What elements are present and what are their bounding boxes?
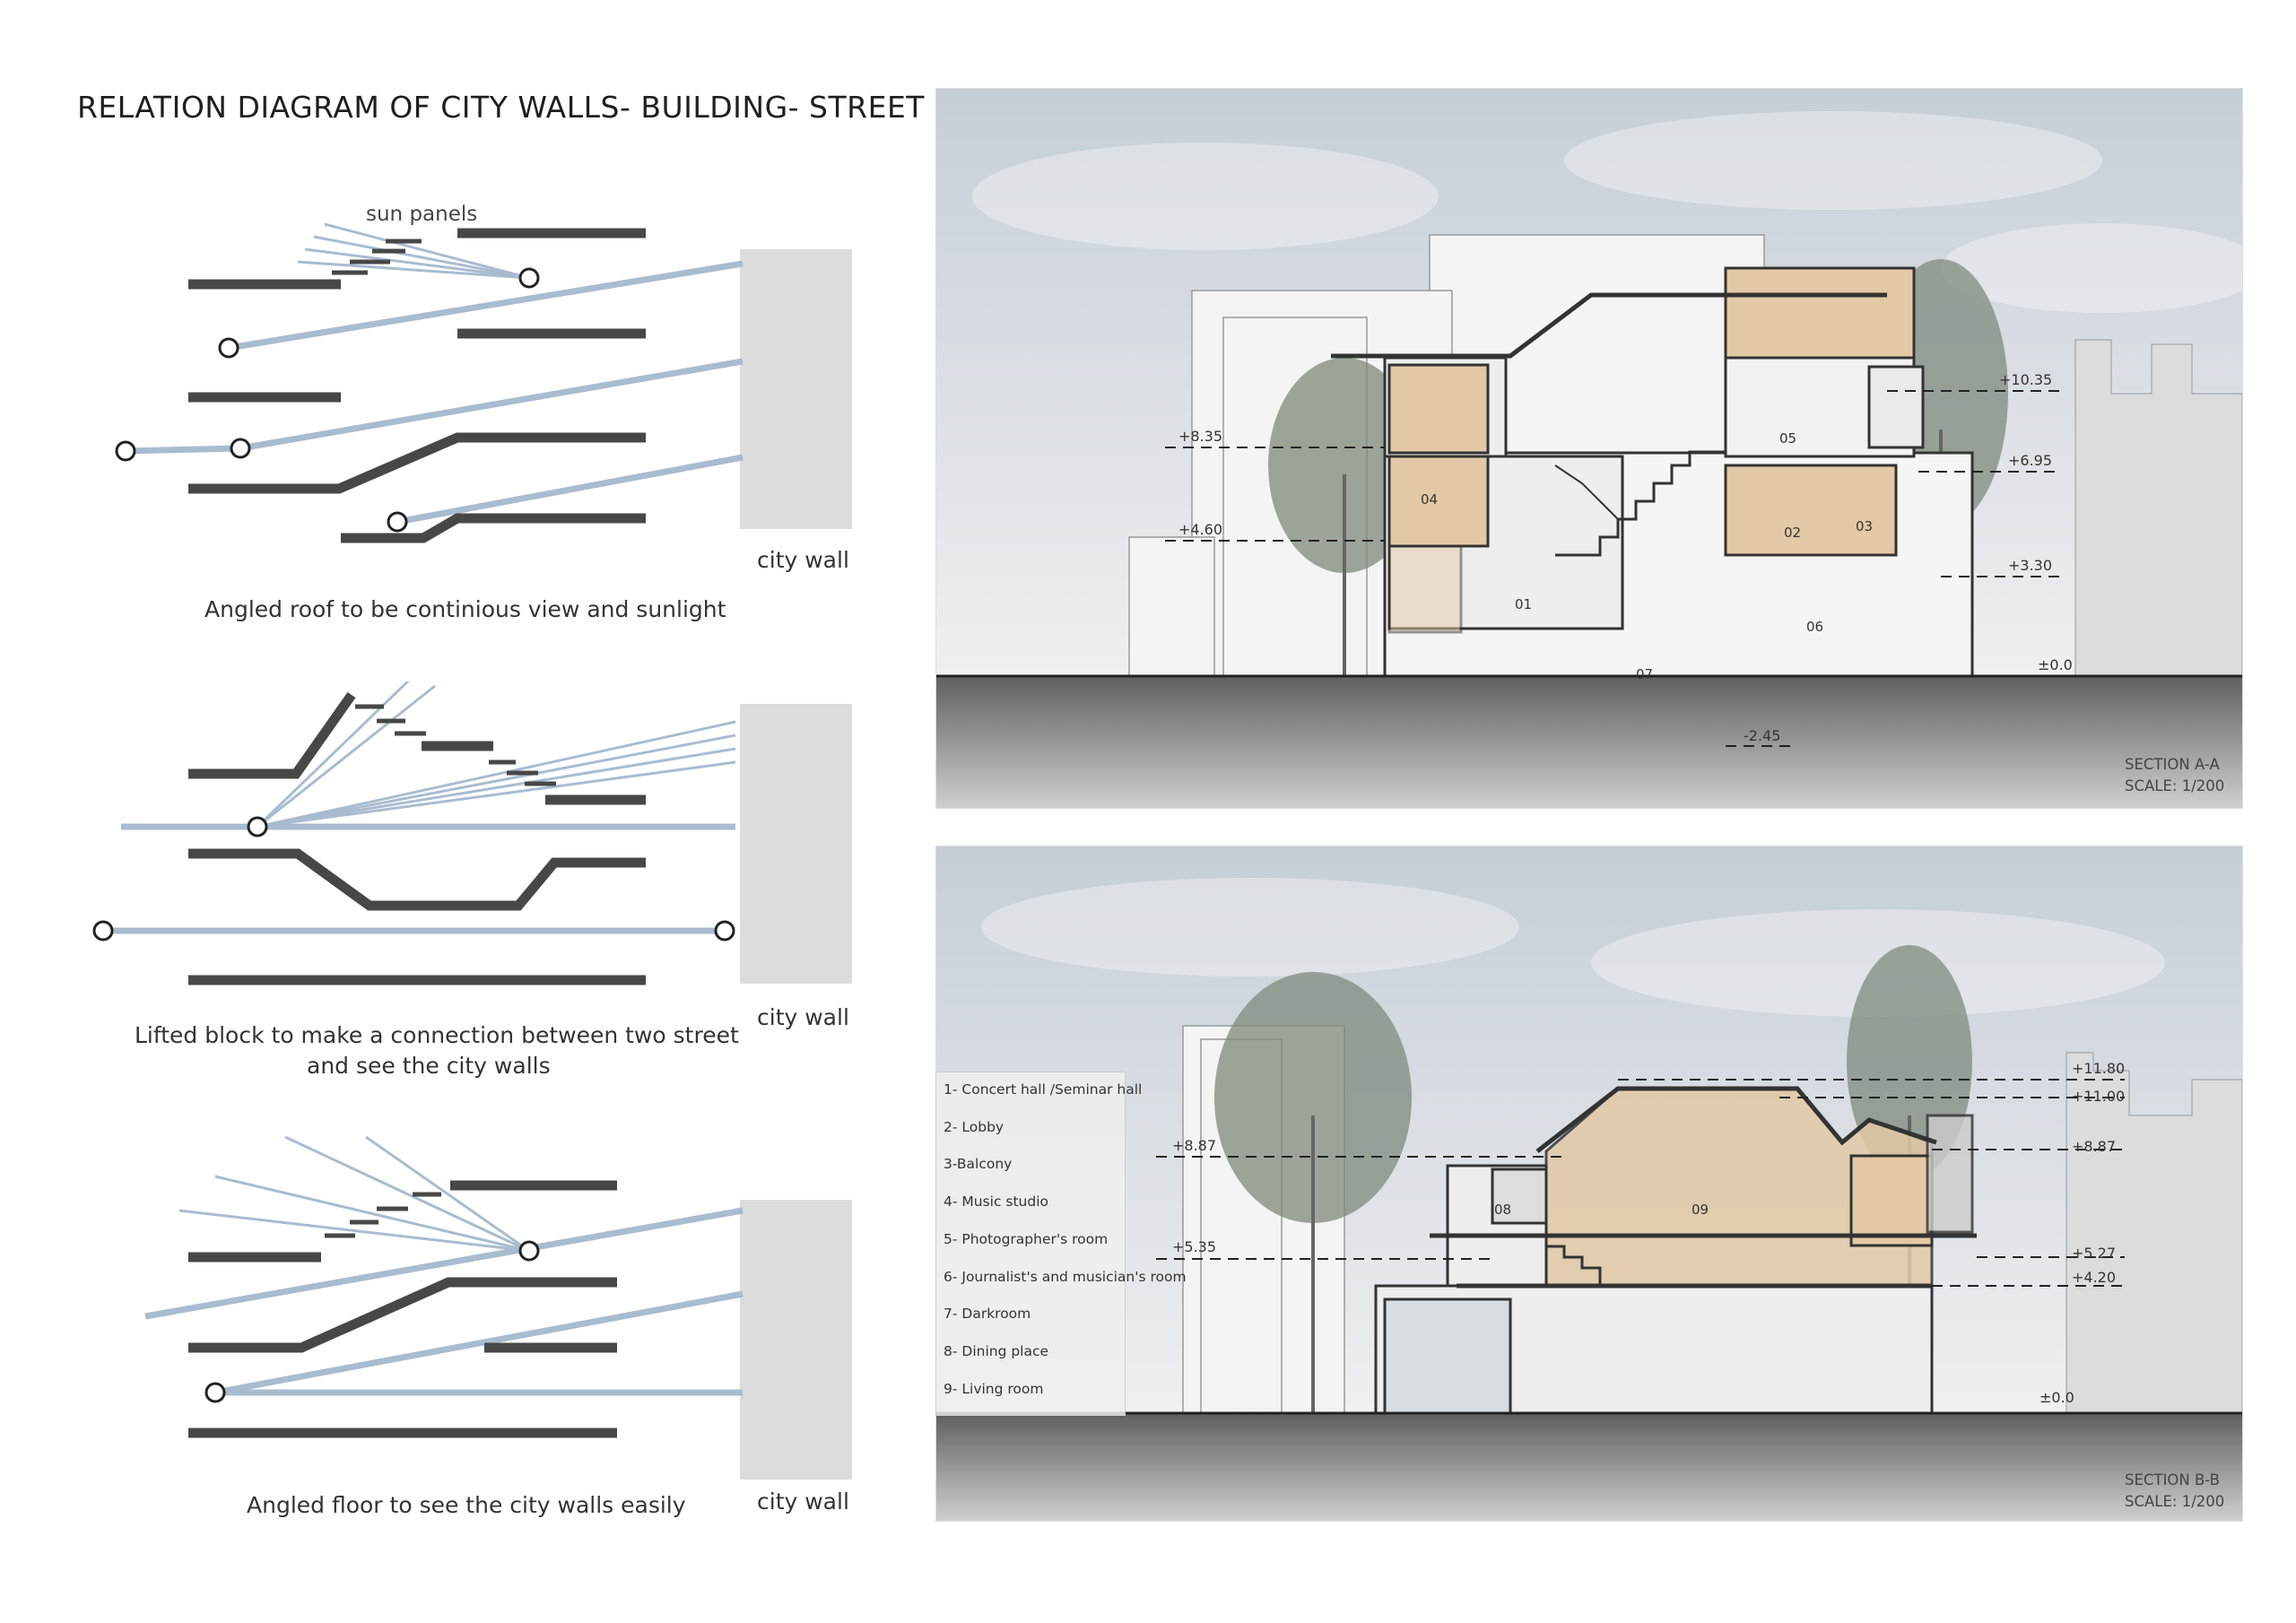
level-a-1035: +10.35 xyxy=(1999,371,2053,388)
room-legend xyxy=(935,1072,1187,1416)
city-wall-label-2: city wall xyxy=(757,1004,849,1030)
level-a-835: +8.35 xyxy=(1178,428,1223,445)
diagram-angled-floor xyxy=(90,1121,879,1480)
room-01: 01 xyxy=(1515,596,1533,612)
legend-item-1: 1- Concert hall /Seminar hall xyxy=(944,1081,1143,1098)
diagram-3-caption: Angled floor to see the city walls easily xyxy=(247,1492,686,1518)
level-b-887l: +8.87 xyxy=(1172,1137,1217,1154)
level-a-695: +6.95 xyxy=(2008,452,2053,469)
page-title: RELATION DIAGRAM OF CITY WALLS- BUILDING- STREET xyxy=(77,90,925,125)
diagram-1-caption: Angled roof to be continious view and sunlight xyxy=(204,596,726,622)
room-03: 03 xyxy=(1856,518,1874,534)
room-02: 02 xyxy=(1784,525,1802,541)
legend-item-7: 7- Darkroom xyxy=(944,1306,1031,1322)
legend-item-3: 3-Balcony xyxy=(944,1156,1013,1172)
city-wall-block xyxy=(740,704,852,984)
section-a-panel xyxy=(935,88,2243,809)
room-04: 04 xyxy=(1421,491,1439,508)
room-07: 07 xyxy=(1636,666,1654,682)
level-b-887r: +8.87 xyxy=(2072,1138,2117,1155)
level-b-00: ±0.0 xyxy=(2039,1389,2074,1406)
room-08: 08 xyxy=(1494,1202,1512,1218)
floor-slabs xyxy=(188,233,646,538)
section-a-scale: SCALE: 1/200 xyxy=(2125,777,2225,794)
legend-item-4: 4- Music studio xyxy=(944,1193,1049,1210)
legend-item-2: 2- Lobby xyxy=(944,1119,1004,1135)
viewpoints xyxy=(206,1242,538,1402)
section-b-label: SECTION B-B xyxy=(2125,1471,2220,1488)
section-a-drawing xyxy=(936,89,2242,808)
room-05: 05 xyxy=(1779,430,1797,447)
legend-item-8: 8- Dining place xyxy=(944,1343,1049,1359)
level-b-527: +5.27 xyxy=(2072,1245,2117,1262)
city-wall-label-3: city wall xyxy=(757,1488,849,1515)
section-b-scale: SCALE: 1/200 xyxy=(2125,1493,2225,1510)
city-wall-label-1: city wall xyxy=(757,547,849,573)
floor-slabs xyxy=(188,1185,617,1433)
level-b-535: +5.35 xyxy=(1172,1238,1217,1255)
sight-rays xyxy=(257,681,735,827)
level-a-m245: -2.45 xyxy=(1744,727,1781,744)
level-a-460: +4.60 xyxy=(1178,521,1223,538)
section-b-drawing xyxy=(936,846,2242,1521)
diagram-2-caption-line1: Lifted block to make a connection between two street xyxy=(135,1022,739,1048)
diagram-2-caption-line2: and see the city walls xyxy=(307,1053,551,1079)
legend-item-5: 5- Photographer's room xyxy=(944,1231,1109,1247)
city-wall-block xyxy=(740,249,852,529)
street-lines xyxy=(103,827,735,931)
section-a-label: SECTION A-A xyxy=(2125,756,2220,773)
diagram-lifted-block xyxy=(90,681,879,995)
floor-slabs xyxy=(188,695,646,980)
room-09: 09 xyxy=(1692,1202,1709,1218)
diagram-angled-roof xyxy=(90,197,879,547)
room-06: 06 xyxy=(1806,619,1824,635)
level-a-330: +3.30 xyxy=(2008,557,2053,574)
sun-panels-label: sun panels xyxy=(366,203,478,226)
level-b-420: +4.20 xyxy=(2072,1269,2117,1286)
level-b-1100: +11.00 xyxy=(2072,1088,2126,1105)
level-b-1180: +11.80 xyxy=(2072,1060,2126,1077)
level-a-00: ±0.0 xyxy=(2038,656,2073,673)
viewpoints xyxy=(94,818,734,940)
city-wall-block xyxy=(740,1200,852,1480)
legend-item-9: 9- Living room xyxy=(944,1381,1044,1397)
legend-item-6: 6- Journalist's and musician's room xyxy=(944,1269,1187,1285)
sightlines xyxy=(145,1211,743,1393)
section-b-panel xyxy=(935,846,2243,1522)
